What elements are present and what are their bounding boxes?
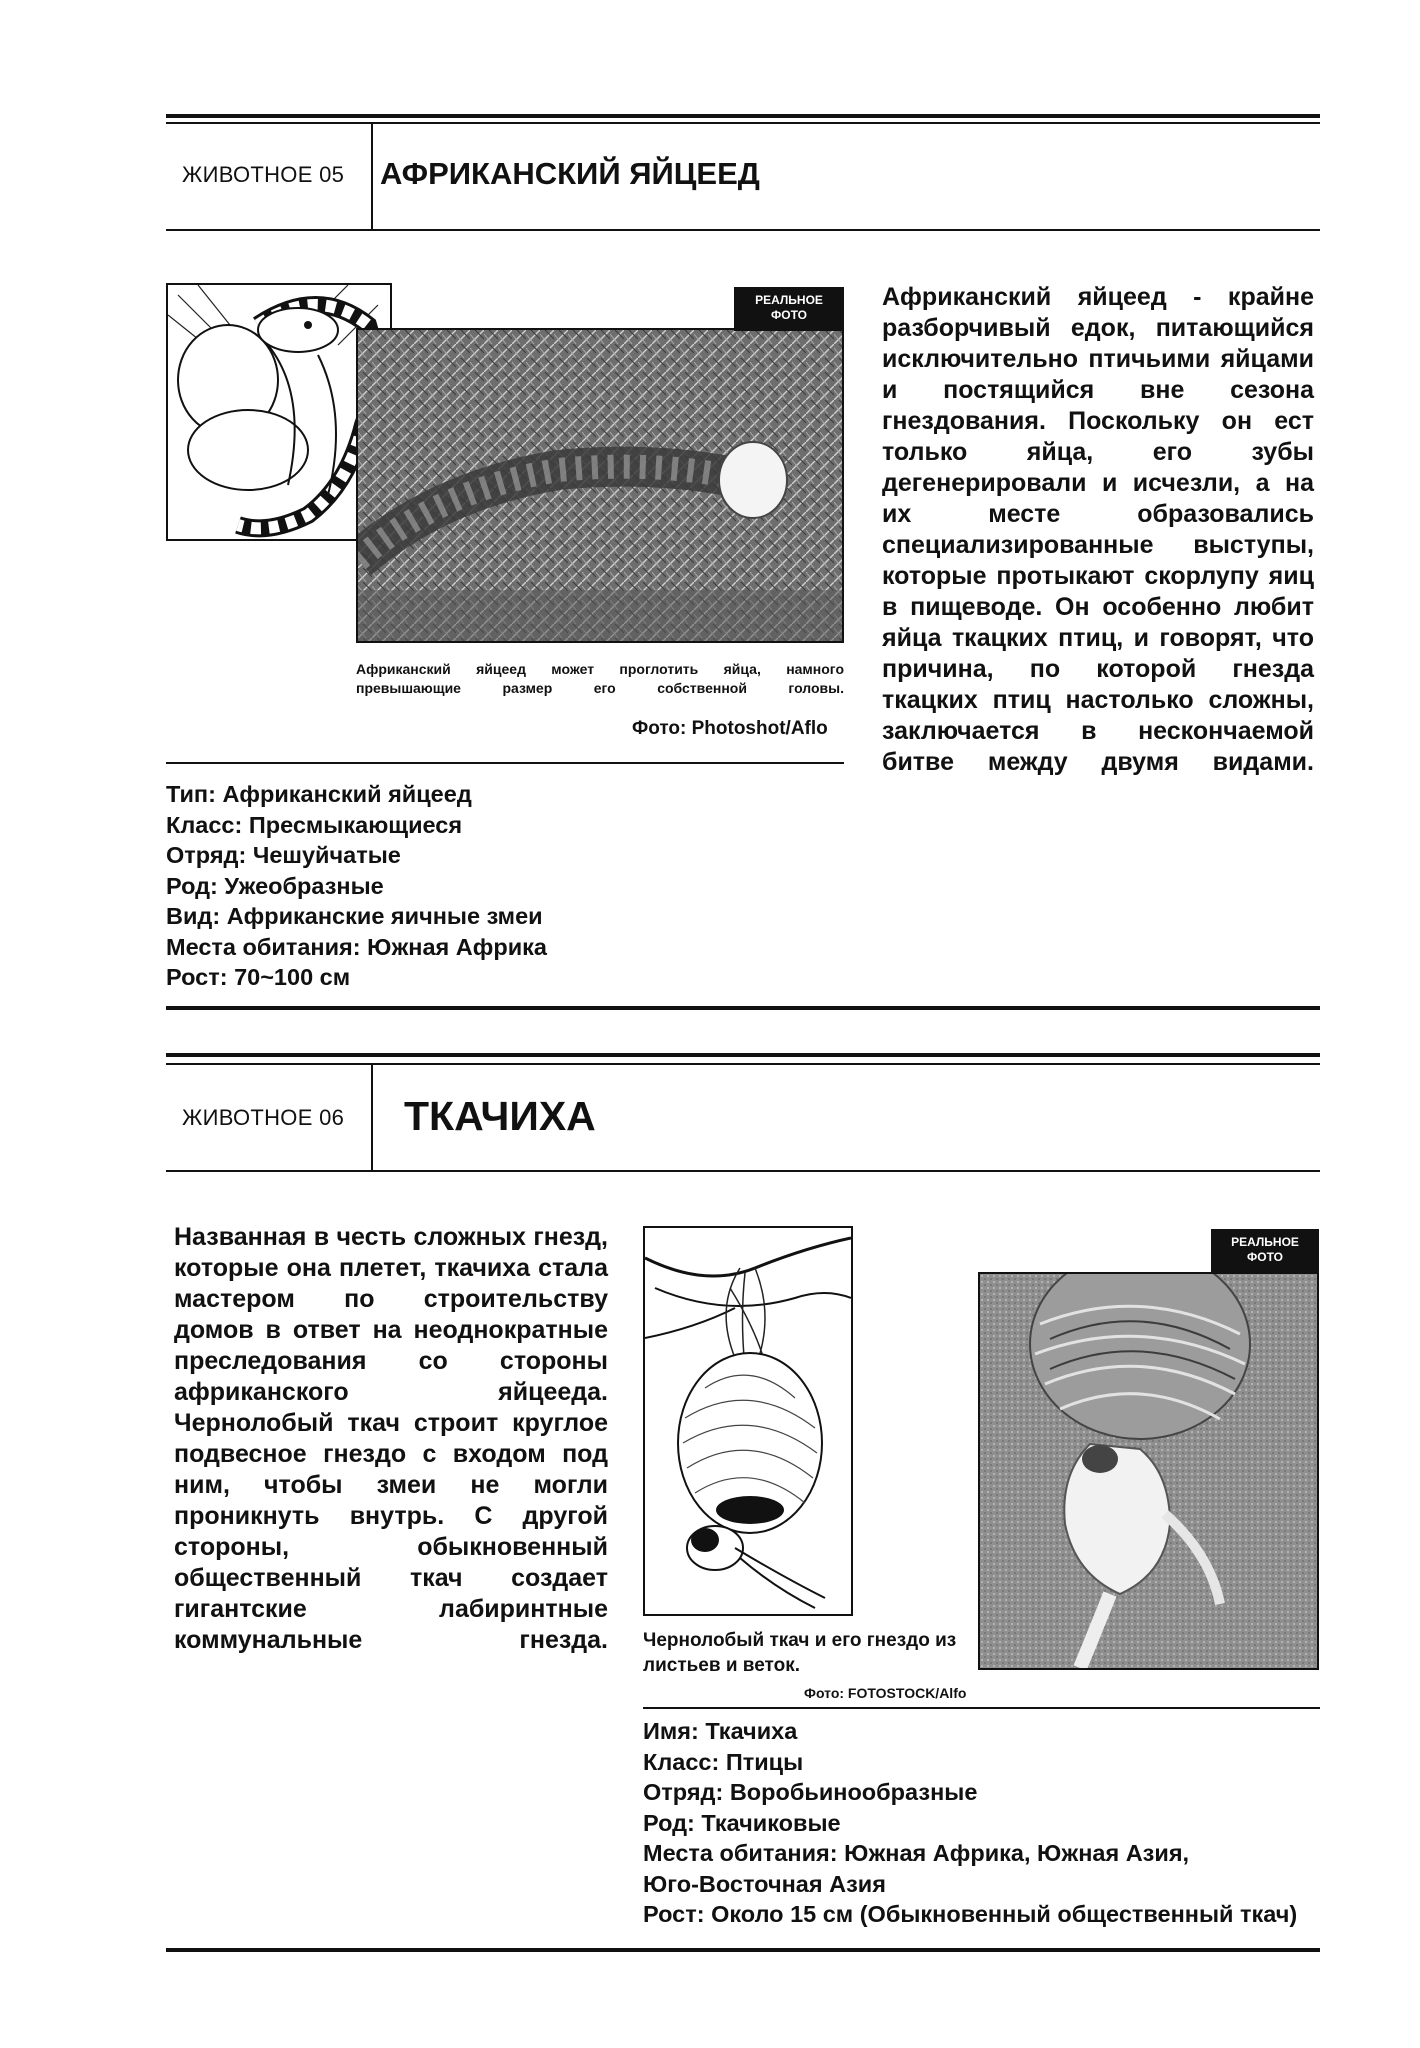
section2-facts-rule bbox=[643, 1707, 1320, 1709]
fact-size: Рост: Около 15 см (Обыкновенный общественный ткач) bbox=[643, 1901, 1298, 1927]
weaver-photo bbox=[978, 1272, 1319, 1670]
section1-bottom-rule bbox=[166, 1006, 1320, 1010]
snake-photo-credit: Фото: Photoshot/Aflo bbox=[632, 718, 828, 739]
section1-label: ЖИВОТНОЕ 05 bbox=[182, 162, 345, 187]
badge-line2: ФОТО bbox=[771, 308, 807, 322]
section1-top-rule-thick bbox=[166, 114, 1320, 118]
section2-title: ТКАЧИХА bbox=[404, 1093, 596, 1139]
fact-genus: Род: Ткачиковые bbox=[643, 1809, 841, 1836]
fact-species: Вид: Африканские яичные змеи bbox=[166, 903, 543, 929]
fact-habitat: Места обитания: Южная Африка bbox=[166, 933, 547, 960]
badge-line2: ФОТО bbox=[1247, 1250, 1283, 1264]
section1-top-rule-thin bbox=[166, 122, 1320, 124]
fact-genus: Род: Ужеобразные bbox=[166, 872, 384, 899]
section2-header-bottom-rule bbox=[166, 1170, 1320, 1172]
weaver-photo-credit: Фото: FOTOSTOCK/Alfo bbox=[804, 1685, 967, 1701]
section2-label: ЖИВОТНОЕ 06 bbox=[182, 1105, 345, 1130]
section1-header-bottom-rule bbox=[166, 229, 1320, 231]
fact-habitat: Места обитания: Южная Африка, Южная Азия, bbox=[643, 1840, 1190, 1866]
weaver-nest-illustration-icon bbox=[645, 1228, 851, 1614]
section1-facts bbox=[166, 779, 547, 993]
section2-description: Названная в честь сложных гнезд, которые она плетет, ткачиха стала мастером по строительству домов в ответ на неоднократные преследования со стороны африканского яйцееда. Чернолобый ткач строит круглое подвесное гнездо с входом под ним, чтобы змеи не могли проникнуть внутрь. С другой стороны, обыкновенный общественный ткач создает гигантские лабиринтные коммунальные гнезда. bbox=[174, 1223, 608, 1654]
fact-order: Отряд: Воробьинообразные bbox=[643, 1779, 978, 1805]
snake-photo-caption: Африканский яйцеед может проглотить яйца, намного превышающие размер его собственной головы. bbox=[356, 661, 844, 696]
section1-real-photo-badge bbox=[734, 287, 844, 331]
fact-name: Имя: Ткачиха bbox=[643, 1718, 798, 1744]
section1-header-divider bbox=[371, 124, 373, 230]
badge-line1: РЕАЛЬНОЕ bbox=[1231, 1235, 1299, 1249]
egg-eater-photo-icon bbox=[358, 330, 842, 641]
section2-top-rule-thick bbox=[166, 1053, 1320, 1057]
snake-photo bbox=[356, 328, 844, 643]
section1-facts-rule bbox=[166, 762, 844, 764]
section2-real-photo-badge bbox=[1211, 1229, 1319, 1273]
section1-description: Африканский яйцеед - крайне разборчивый едок, питающийся исключительно птичьими яйцами и постящийся вне сезона гнездования. Поскольку он ест только яйца, его зубы дегенерировали и исчезли, а на их месте образовались специализированные выступы, которые протыкают скорлупу яиц в пищеводе. Он особенно любит яйца ткацких птиц, и говорят, что причина, по которой гнезда ткацких птиц настолько сложны, заключается в нескончаемой битве между двумя видами. bbox=[882, 283, 1314, 776]
badge-line1: РЕАЛЬНОЕ bbox=[755, 293, 823, 307]
section2-facts bbox=[643, 1716, 1297, 1930]
fact-class: Класс: Птицы bbox=[643, 1748, 804, 1775]
fact-order: Отряд: Чешуйчатые bbox=[166, 842, 401, 868]
fact-type: Тип: Африканский яйцеед bbox=[166, 781, 472, 807]
fact-class: Класс: Пресмыкающиеся bbox=[166, 811, 463, 838]
section2-header-divider bbox=[371, 1065, 373, 1171]
weaver-drawing-caption: Чернолобый ткач и его гнездо из листьев и веток. bbox=[643, 1630, 957, 1676]
fact-habitat-cont: Юго-Восточная Азия bbox=[643, 1870, 886, 1897]
weaver-drawing bbox=[643, 1226, 853, 1616]
section2-top-rule-thin bbox=[166, 1063, 1320, 1065]
section2-bottom-rule bbox=[166, 1948, 1320, 1952]
section1-title: АФРИКАНСКИЙ ЯЙЦЕЕД bbox=[380, 156, 760, 191]
weaver-photo-icon bbox=[980, 1274, 1317, 1668]
fact-size: Рост: 70~100 см bbox=[166, 964, 351, 990]
